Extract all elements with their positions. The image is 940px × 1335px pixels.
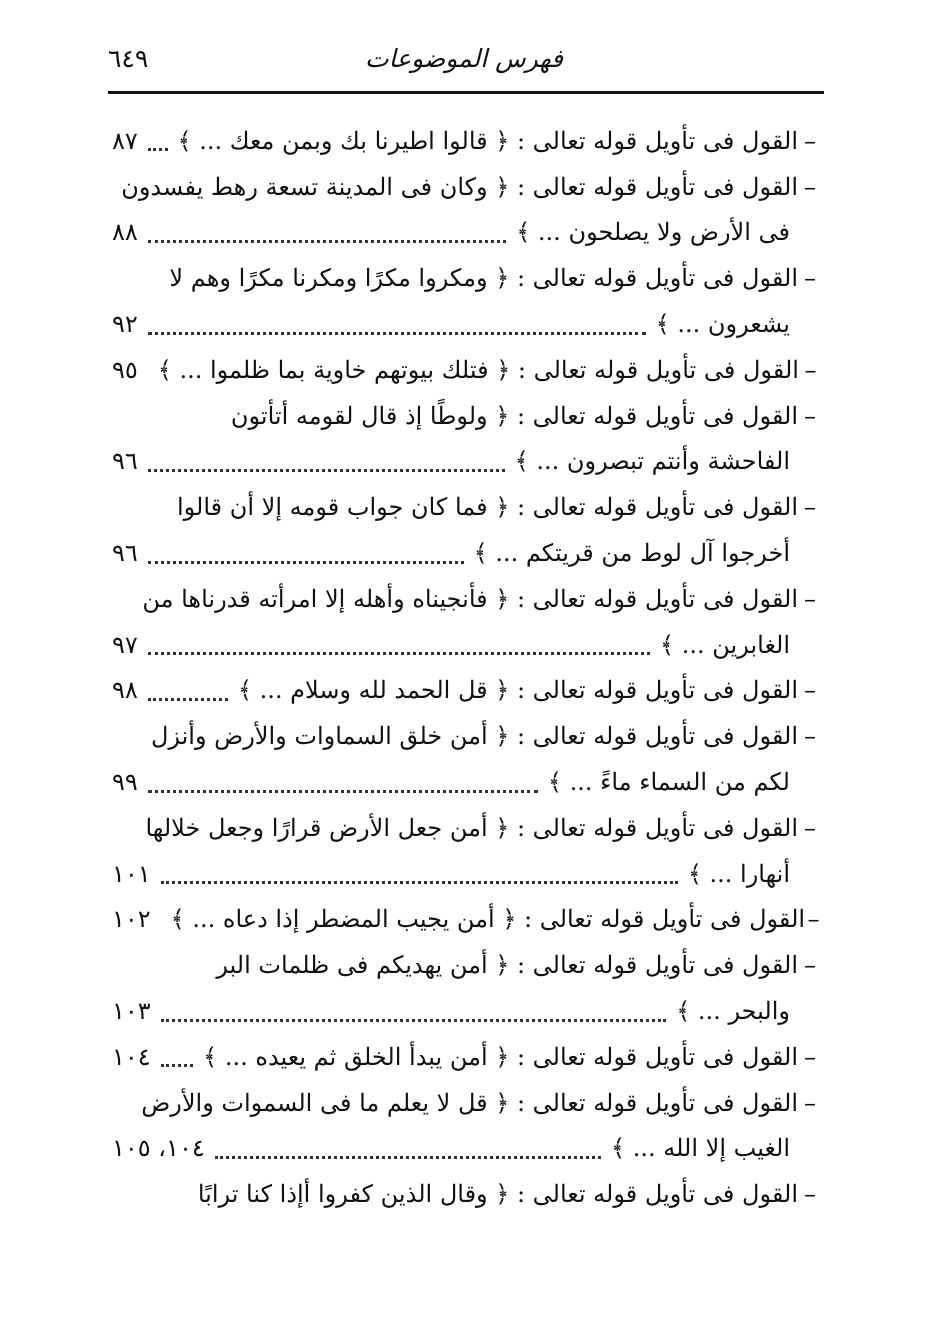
- entry-dash: –: [804, 126, 816, 155]
- entry-dash: –: [804, 951, 816, 980]
- entry-dash: –: [804, 676, 816, 705]
- entry-text: القول فى تأويل قوله تعالى : ﴿ قل الحمد لله وسلام ... ﴾: [237, 676, 798, 705]
- toc-entry: [112, 805, 822, 851]
- entry-dash: –: [807, 905, 820, 934]
- dot-leader: [148, 234, 506, 243]
- entry-page-number: ٩٨: [112, 676, 138, 705]
- dot-leader: [148, 142, 168, 151]
- toc-entry-continuation: [112, 1126, 822, 1172]
- entry-page-number: ٨٧: [112, 126, 138, 155]
- dot-leader: [148, 692, 228, 701]
- entry-dash: –: [804, 264, 816, 293]
- entry-text: القول فى تأويل قوله تعالى : ﴿ قالوا اطيرنا بك وبمن معك ... ﴾: [177, 126, 798, 155]
- toc-entry: [112, 1171, 822, 1217]
- entry-page-number: ١٠٣: [112, 997, 151, 1026]
- toc-entry: [112, 1034, 822, 1080]
- entry-text: أنهارا ... ﴾: [687, 859, 790, 888]
- toc-entry-continuation: [112, 210, 822, 256]
- dot-leader: [148, 463, 505, 472]
- toc-entry-continuation: [112, 988, 822, 1034]
- dot-leader: [161, 875, 678, 884]
- entry-page-number: ٩٩: [112, 768, 138, 797]
- toc-entry: [112, 942, 822, 988]
- dot-leader: [148, 784, 538, 793]
- entry-page-number: ١٠٤: [112, 1042, 151, 1071]
- entry-text: القول فى تأويل قوله تعالى : ﴿ فما كان جواب قومه إلا أن قالوا: [176, 493, 798, 522]
- toc-entry: [112, 347, 822, 393]
- entry-text: القول فى تأويل قوله تعالى : ﴿ قل لا يعلم ما فى السموات والأرض: [141, 1088, 798, 1117]
- header-rule: [108, 91, 824, 94]
- entry-page-number: ١٠٢: [112, 905, 151, 934]
- toc-entry: [112, 164, 822, 210]
- entry-text: القول فى تأويل قوله تعالى : ﴿ أمن يهديكم فى ظلمات البر: [216, 951, 798, 980]
- entry-dash: –: [804, 493, 816, 522]
- entry-text: القول فى تأويل قوله تعالى : ﴿ ومكروا مكرًا ومكرنا مكرًا وهم لا: [169, 264, 798, 293]
- entry-page-number: ٩٧: [112, 630, 138, 659]
- entry-text: القول فى تأويل قوله تعالى : ﴿ أمن يبدأ الخلق ثم يعيده ... ﴾: [203, 1042, 798, 1071]
- entry-text: يشعرون ... ﴾: [655, 310, 790, 339]
- entry-text: والبحر ... ﴾: [676, 997, 790, 1026]
- page-number: ٦٤٩: [108, 44, 149, 73]
- entry-dash: –: [804, 1088, 816, 1117]
- entry-dash: –: [804, 813, 816, 842]
- dot-leader: [161, 1058, 194, 1067]
- entry-dash: –: [804, 722, 816, 751]
- toc-entry-continuation: [112, 530, 822, 576]
- page-title: فهرس الموضوعات: [365, 44, 563, 73]
- entry-page-number: ١٠٤، ١٠٥: [112, 1134, 205, 1163]
- toc-entry-continuation: [112, 759, 822, 805]
- entry-dash: –: [804, 172, 816, 201]
- entry-page-number: ١٠١: [112, 859, 151, 888]
- entry-page-number: ٩٢: [112, 310, 138, 339]
- toc-entry: [112, 668, 822, 714]
- entry-text: فى الأرض ولا يصلحون ... ﴾: [516, 218, 790, 247]
- entry-text: الغيب إلا الله ... ﴾: [611, 1134, 790, 1163]
- dot-leader: [161, 1013, 667, 1022]
- entry-dash: –: [804, 401, 816, 430]
- entry-text: الفاحشة وأنتم تبصرون ... ﴾: [514, 447, 790, 476]
- entry-text: الغابرين ... ﴾: [660, 630, 790, 659]
- entry-dash: –: [804, 1042, 816, 1071]
- entry-text: القول فى تأويل قوله تعالى : ﴿ ولوطًا إذ قال لقومه أتأتون: [230, 401, 798, 430]
- entry-text: القول فى تأويل قوله تعالى : ﴿ أمن يجيب المضطر إذا دعاه ... ﴾: [170, 905, 806, 934]
- toc-entry: [112, 897, 822, 943]
- toc-entry-continuation: [112, 851, 822, 897]
- toc-entry-continuation: [112, 301, 822, 347]
- dot-leader: [148, 555, 464, 564]
- toc-entry: [112, 1080, 822, 1126]
- entry-dash: –: [804, 1180, 816, 1209]
- entry-dash: –: [804, 355, 817, 384]
- toc-entry: [112, 484, 822, 530]
- toc-entry: [112, 118, 822, 164]
- table-of-contents: [112, 118, 822, 1217]
- entry-text: القول فى تأويل قوله تعالى : ﴿ فتلك بيوتهم خاوية بما ظلموا ... ﴾: [157, 355, 799, 384]
- dot-leader: [148, 646, 650, 655]
- toc-entry: [112, 255, 822, 301]
- entry-text: القول فى تأويل قوله تعالى : ﴿ أمن خلق السماوات والأرض وأنزل: [150, 722, 798, 751]
- entry-dash: –: [804, 584, 816, 613]
- entry-page-number: ٩٦: [112, 447, 138, 476]
- toc-entry: [112, 393, 822, 439]
- entry-text: القول فى تأويل قوله تعالى : ﴿ فأنجيناه وأهله إلا امرأته قدرناها من: [142, 584, 798, 613]
- toc-entry: [112, 576, 822, 622]
- toc-entry-continuation: [112, 622, 822, 668]
- entry-text: القول فى تأويل قوله تعالى : ﴿ أمن جعل الأرض قرارًا وجعل خلالها: [145, 813, 798, 842]
- entry-text: لكم من السماء ماءً ... ﴾: [547, 768, 790, 797]
- entry-text: القول فى تأويل قوله تعالى : ﴿ وكان فى المدينة تسعة رهط يفسدون: [121, 172, 798, 201]
- entry-page-number: ٩٥: [112, 355, 138, 384]
- toc-entry: [112, 713, 822, 759]
- entry-page-number: ٩٦: [112, 539, 138, 568]
- entry-text: القول فى تأويل قوله تعالى : ﴿ وقال الذين كفروا أإذا كنا ترابًا: [197, 1180, 798, 1209]
- entry-page-number: ٨٨: [112, 218, 138, 247]
- page-header: [108, 40, 820, 82]
- entry-text: أخرجوا آل لوط من قريتكم ... ﴾: [473, 539, 790, 568]
- toc-entry-continuation: [112, 439, 822, 485]
- dot-leader: [148, 326, 646, 335]
- dot-leader: [215, 1150, 601, 1159]
